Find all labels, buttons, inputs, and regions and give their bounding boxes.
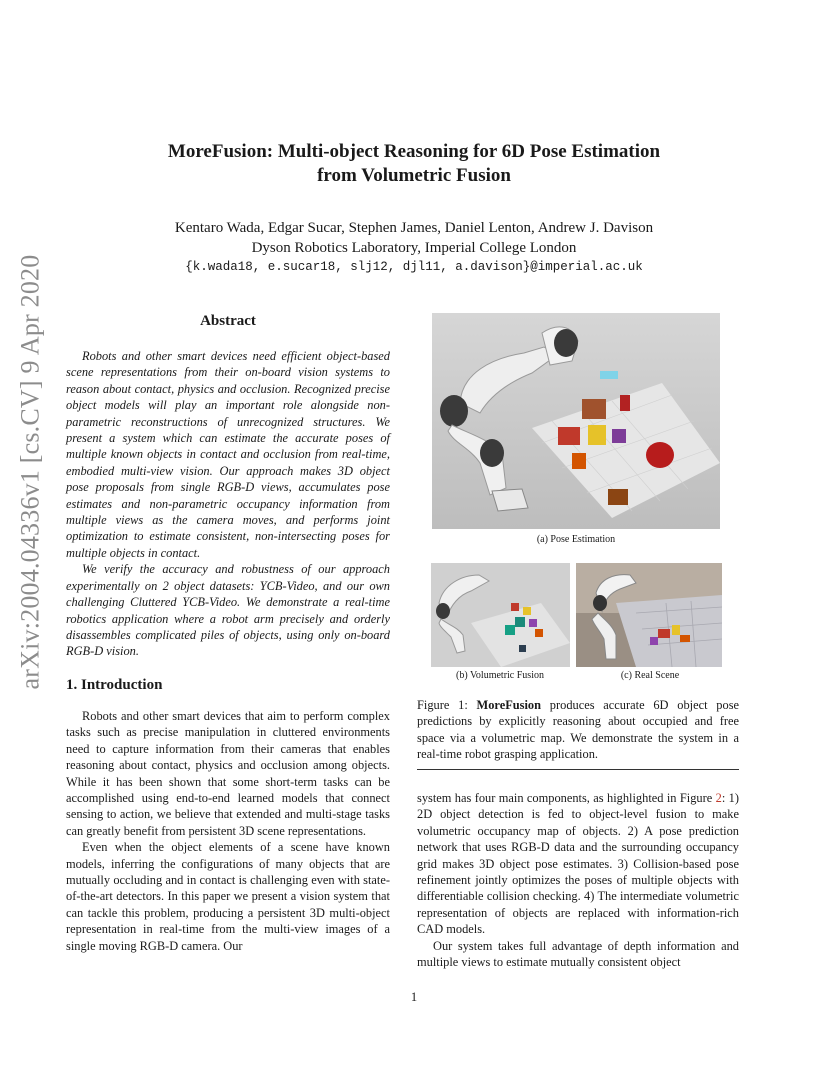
section-heading-introduction: 1. Introduction (66, 677, 163, 693)
abstract-heading: Abstract (200, 313, 256, 329)
intro-paragraph-1: Robots and other smart devices that aim to perform complex tasks such as precise manipulation in cluttered environments need to capture information from their cameras that enables reasoning about contact, physics and occlusion among objects. While it has been shown that some short-term tasks can be accomplished using end-to-end learned models that connect sensing to action, we believe that extended and multi-stage tasks can greatly benefit from persistent 3D scene representations. (66, 709, 390, 838)
author-list: Kentaro Wada, Edgar Sucar, Stephen James, Daniel Lenton, Andrew J. Davison (174, 220, 654, 236)
figure-1c-caption: (c) Real Scene (620, 670, 680, 681)
abstract-paragraph-1: Robots and other smart devices need efficient object-based scene representations from their on-board vision systems to reason about contact, physics and occlusion. Recognized precise object models will play an important role alongside non-parametric reconstructions of unrecognized structures. We present a system which can estimate the accurate poses of multiple known objects in contact and occlusion from real-time, embodied multi-view vision. Our approach makes 3D object pose proposals from single RGB-D views, accumulates pose estimates and non-parametric occupancy information from multiple views as the camera moves, and performs joint optimization to estimate consistent, non-intersecting poses for multiple objects in contact. (66, 349, 390, 560)
title-line-2: from Volumetric Fusion (317, 165, 511, 186)
title-line-1: MoreFusion: Multi-object Reasoning for 6D Pose Estimation (167, 141, 661, 162)
figure-1b-caption: (b) Volumetric Fusion (456, 670, 544, 681)
affiliation: Dyson Robotics Laboratory, Imperial College London (251, 240, 577, 256)
page-number: 1 (410, 990, 418, 1004)
figure-1-caption: Figure 1: MoreFusion produces accurate 6D object pose predictions by explicitly reasoning about occupied and free space via a volumetric map. We demonstrate the system in a real-time robot grasping application. (417, 698, 740, 762)
arxiv-stamp: arXiv:2004.04336v1 [cs.CV] 9 Apr 2020 (15, 254, 45, 690)
introduction-body (66, 708, 390, 954)
caption-system-name: MoreFusion (476, 698, 542, 712)
paper-title (90, 140, 738, 188)
figure-2-link[interactable]: 2 (715, 791, 722, 805)
right-column-body (417, 790, 739, 970)
body-paragraph-2: Our system takes full advantage of depth information and multiple views to estimate mutually consistent object (417, 938, 739, 970)
figure-divider (417, 769, 739, 770)
figure-1c-real-scene-image (576, 563, 722, 667)
figure-1a-caption: (a) Pose Estimation (536, 534, 616, 545)
abstract-body (66, 348, 390, 660)
author-emails: {k.wada18, e.sucar18, slj12, djl11, a.davison}@imperial.ac.uk (185, 260, 643, 274)
body-paragraph-1: system has four main components, as highlighted in Figure 2: 1) 2D object detection is fed to object-level fusion to make volumetric occupancy map of objects. 2) A pose prediction network that uses RGB-D data and the surrounding occupancy grid makes 3D object pose estimates. 3) Collision-based pose refinement jointly optimizes the poses of multiple objects with differentiable collision checking. 4) The intermediate volumetric representation of objects are replaced with information-rich CAD models. (417, 791, 739, 937)
author-block (90, 218, 738, 258)
figure-1a-pose-estimation-image (432, 313, 720, 529)
intro-paragraph-2: Even when the object elements of a scene have known models, inferring the configurations of many objects that are mutually occluding and in contact is challenging even with state-of-the-art detectors. In this paper we present a vision system that can tackle this problem, producing a persistent 3D multi-object representation in real-time from the multi-view images of a single moving RGB-D camera. Our (66, 840, 390, 953)
figure-1b-volumetric-fusion-image (431, 563, 570, 667)
abstract-paragraph-2: We verify the accuracy and robustness of our approach experimentally on 2 object datasets: YCB-Video, and our own challenging Cluttered YCB-Video. We demonstrate a real-time robotics application where a robot arm precisely and orderly disassembles complicated piles of objects, using only on-board RGB-D vision. (66, 562, 390, 659)
